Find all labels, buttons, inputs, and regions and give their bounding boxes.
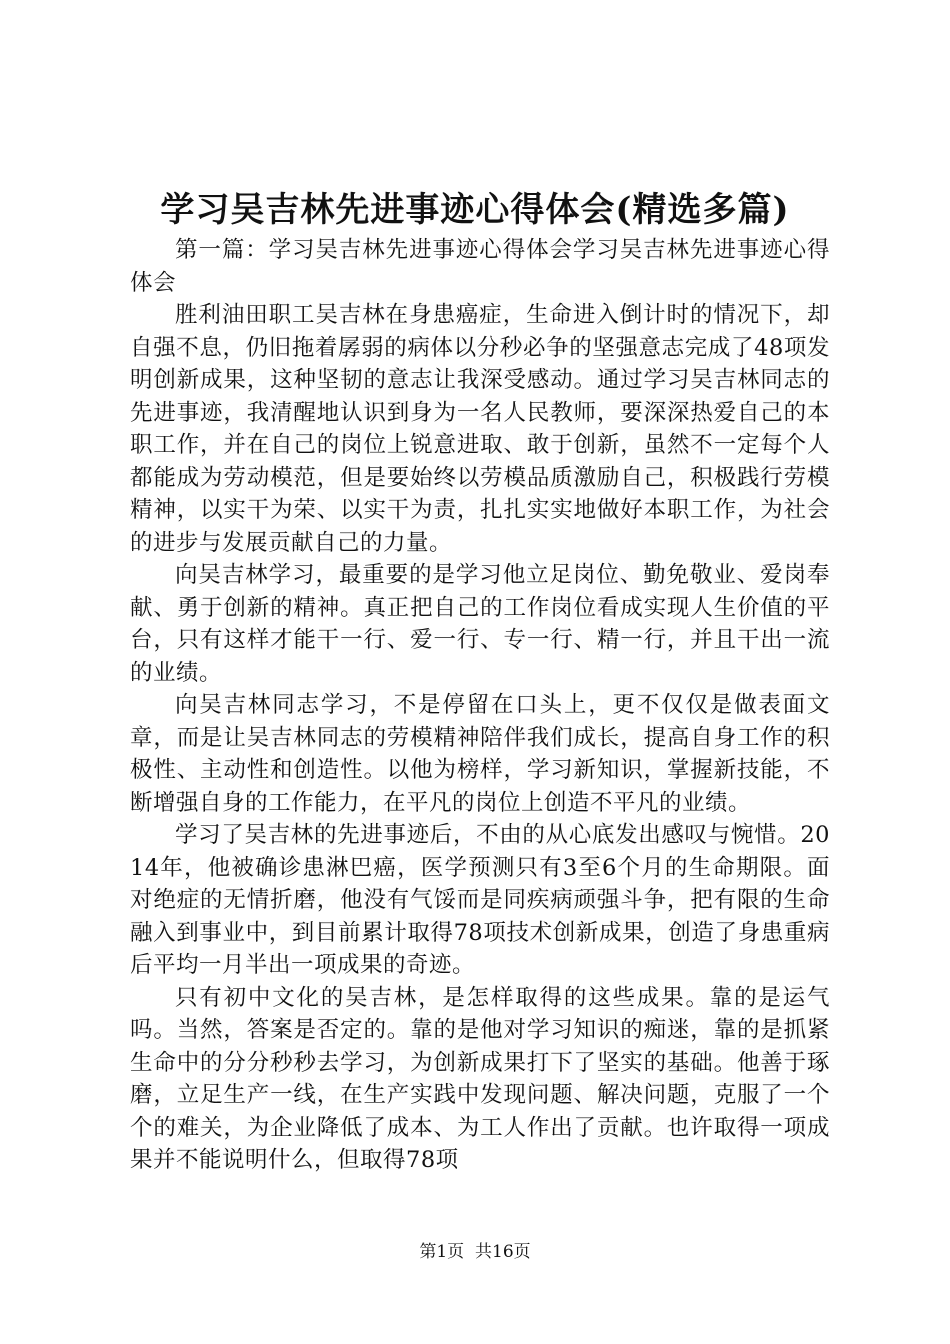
page-number-current: 第1页 bbox=[419, 1242, 465, 1262]
paragraph: 只有初中文化的吴吉林，是怎样取得的这些成果。靠的是运气吗。当然，答案是否定的。靠的是他对学习知识的痴迷，靠的是抓紧生命中的分分秒秒去学习，为创新成果打下了坚实的基础。他善于琢磨，立足生产一线，在生产实践中发现问题、解决问题，克服了一个个的难关，为企业降低了成本、为工人作出了贡献。也许取得一项成果并不能说明什么，但取得78项 bbox=[130, 984, 830, 1173]
paragraph: 向吴吉林同志学习，不是停留在口头上，更不仅仅是做表面文章，而是让吴吉林同志的劳模精神陪伴我们成长，提高自身工作的积极性、主动性和创造性。以他为榜样，学习新知识，掌握新技能，不断增强自身的工作能力，在平凡的岗位上创造不平凡的业绩。 bbox=[130, 692, 830, 816]
paragraph: 学习了吴吉林的先进事迹后，不由的从心底发出感叹与惋惜。2014年，他被确诊患淋巴癌，医学预测只有3至6个月的生命期限。面对绝症的无情折磨，他没有气馁而是同疾病顽强斗争，把有限的生命融入到事业中，到目前累计取得78项技术创新成果，创造了身患重病后平均一月半出一项成果的奇迹。 bbox=[130, 822, 830, 978]
document-title: 学习吴吉林先进事迹心得体会(精选多篇) bbox=[160, 190, 790, 230]
page-footer bbox=[0, 1240, 950, 1264]
document-body bbox=[130, 234, 830, 1177]
page-number-total: 共16页 bbox=[475, 1242, 531, 1262]
footer-separator bbox=[464, 1242, 475, 1262]
paragraph-heading: 第一篇：学习吴吉林先进事迹心得体会学习吴吉林先进事迹心得体会 bbox=[130, 237, 830, 296]
paragraph: 胜利油田职工吴吉林在身患癌症，生命进入倒计时的情况下，却自强不息，仍旧拖着孱弱的病体以分秒必争的坚强意志完成了48项发明创新成果，这种坚韧的意志让我深受感动。通过学习吴吉林同志的先进事迹，我清醒地认识到身为一名人民教师，要深深热爱自己的本职工作，并在自己的岗位上锐意进取、敢于创新，虽然不一定每个人都能成为劳动模范，但是要始终以劳模品质激励自己，积极践行劳模精神，以实干为荣、以实干为责，扎扎实实地做好本职工作，为社会的进步与发展贡献自己的力量。 bbox=[130, 302, 830, 556]
paragraph: 向吴吉林学习，最重要的是学习他立足岗位、勤免敬业、爱岗奉献、勇于创新的精神。真正把自己的工作岗位看成实现人生价值的平台，只有这样才能干一行、爱一行、专一行、精一行，并且干出一流的业绩。 bbox=[130, 562, 830, 686]
